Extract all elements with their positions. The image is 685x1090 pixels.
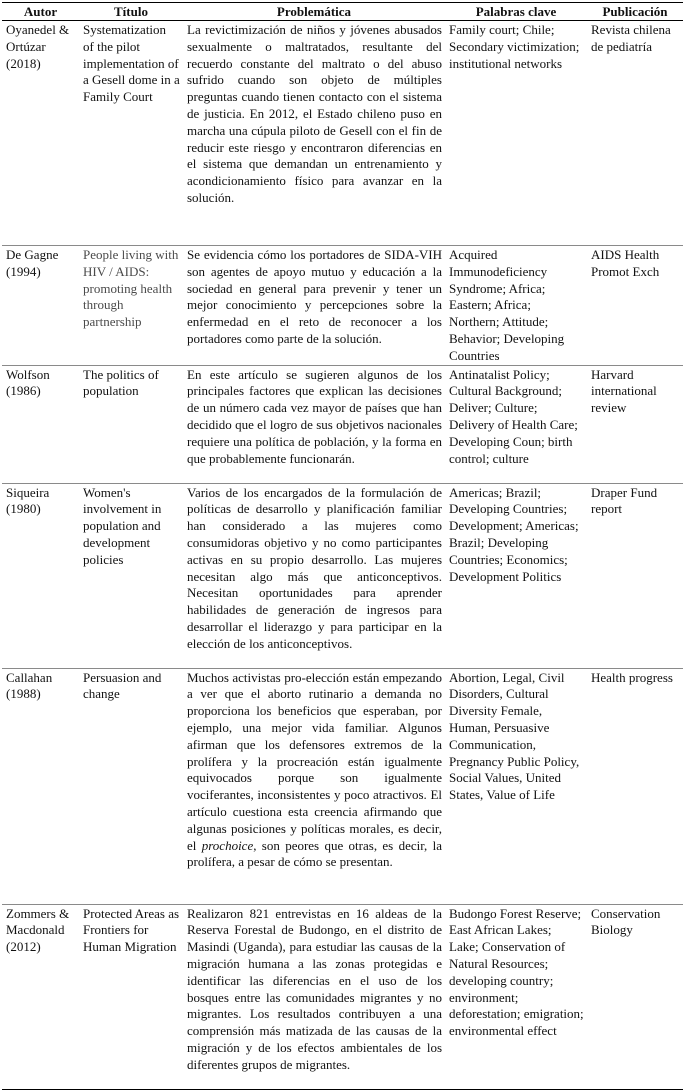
header-problem: Problemática	[183, 3, 445, 21]
problem-text-start: Muchos activistas pro-elección están empezando a ver que el aborto rutinario a demanda no proporciona los beneficios que esperaban, por ejemplo, una mejor vida familiar. Algunos afirman que los defensores extremos de la prolífera y la procreación están igualmente equivocados porque son igualmente vociferantes, inconsistentes y poco atractivos. El artículo cuestiona esta creencia afirmando que algunas posiciones y políticas morales, es decir, el	[187, 669, 442, 853]
cell-publication: AIDS Health Promot Exch	[587, 246, 683, 366]
cell-author: Wolfson (1986)	[2, 365, 79, 483]
header-row	[2, 3, 683, 21]
cell-keywords: Americas; Brazil; Developing Countries; Development; Americas; Brazil; Developing Countries; Economics; Development Politics	[445, 483, 587, 668]
cell-keywords: Abortion, Legal, Civil Disorders, Cultural Diversity Female, Human, Persuasive Communication, Pregnancy Public Policy, Social Values, United States, Value of Life	[445, 668, 587, 904]
header-keywords: Palabras clave	[445, 3, 587, 21]
cell-publication: Harvard international review	[587, 365, 683, 483]
cell-title: Persuasion and change	[79, 668, 183, 904]
cell-problem: Varios de los encargados de la formulación de políticas de desarrollo y planificación familiar han considerado a las mujeres como consumidoras objetivo y no como participantes activas en su propio desarrollo. Las mujeres necesitan algo más que anticonceptivos. Necesitan oportunidades para aprender habilidades de generación de ingresos para desarrollar el liderazgo y para participar en la elección de los anticonceptivos.	[183, 483, 445, 668]
table-row	[2, 483, 683, 668]
table-row	[2, 21, 683, 246]
cell-publication: Health progress	[587, 668, 683, 904]
cell-title: People living with HIV / AIDS: promoting health through partnership	[79, 246, 183, 366]
cell-title: The politics of population	[79, 365, 183, 483]
cell-keywords: Acquired Immunodeficiency Syndrome; Africa; Eastern; Africa; Northern; Attitude; Behavior; Developing Countries	[445, 246, 587, 366]
cell-title: Women's involvement in population and development policies	[79, 483, 183, 668]
header-publication: Publicación	[587, 3, 683, 21]
header-title: Título	[79, 3, 183, 21]
cell-publication: Draper Fund report	[587, 483, 683, 668]
table-header	[2, 3, 683, 21]
cell-publication: Conservation Biology	[587, 904, 683, 1089]
header-author: Autor	[2, 3, 79, 21]
cell-author: De Gagne (1994)	[2, 246, 79, 366]
cell-problem: Se evidencia cómo los portadores de SIDA-VIH son agentes de apoyo mutuo y educación a la sociedad en general para prevenir y tener un mejor conocimiento y percepciones sobre la enfermedad en el reto de reconocer a los portadores como parte de la solución.	[183, 246, 445, 366]
cell-author: Callahan (1988)	[2, 668, 79, 904]
cell-problem	[183, 668, 445, 904]
cell-title: Protected Areas as Frontiers for Human Migration	[79, 904, 183, 1089]
cell-keywords: Family court; Chile; Secondary victimization; institutional networks	[445, 21, 587, 246]
problem-italic-term: prochoice	[201, 837, 254, 853]
cell-problem: En este artículo se sugieren algunos de los principales factores que explican las decisiones de un número cada vez mayor de países que han decidido que el logro de sus objetivos nacionales requiere una política de población, y la forma en que probablemente funcionarán.	[183, 365, 445, 483]
table-row	[2, 668, 683, 904]
cell-keywords: Budongo Forest Reserve; East African Lakes; Lake; Conservation of Natural Resources; developing country; environment; deforestation; emigration; environmental effect	[445, 904, 587, 1089]
cell-problem: La revictimización de niños y jóvenes abusados sexualmente o maltratados, resultante del recuerdo constante del maltrato o del abuso sufrido cuando son objeto de múltiples preguntas cuando tienen contacto con el sistema de justicia. En 2012, el Estado chileno puso en marcha una cúpula piloto de Gesell con el fin de reducir este riesgo y encontraron diferencias en el sistema que demandan un entrenamiento y acondicionamiento físico para avanzar en la solución.	[183, 21, 445, 246]
literature-review-table	[2, 2, 683, 1090]
cell-author: Oyanedel & Ortúzar (2018)	[2, 21, 79, 246]
cell-author: Siqueira (1980)	[2, 483, 79, 668]
table-row	[2, 365, 683, 483]
table-row	[2, 904, 683, 1089]
table-body	[2, 21, 683, 1090]
cell-keywords: Antinatalist Policy; Cultural Background; Deliver; Culture; Delivery of Health Care; Developing Coun; birth control; culture	[445, 365, 587, 483]
table-row	[2, 246, 683, 366]
problem-text-end: , son peores que otras, es decir, la prolífera, a pesar de cómo se presentan.	[187, 837, 442, 870]
cell-publication: Revista chilena de pediatría	[587, 21, 683, 246]
cell-title: Systematization of the pilot implementation of a Gesell dome in a Family Court	[79, 21, 183, 246]
cell-author: Zommers & Macdonald (2012)	[2, 904, 79, 1089]
cell-problem: Realizaron 821 entrevistas en 16 aldeas de la Reserva Forestal de Budongo, en el distrito de Masindi (Uganda), para estudiar las causas de la migración humana a las zonas protegidas e identificar las diferencias en el uso de los bosques entre las comunidades migrantes y no migrantes. Los resultados contribuyen a una comprensión más matizada de las causas de la migración y de los efectos ambientales de los diferentes grupos de migrantes.	[183, 904, 445, 1089]
